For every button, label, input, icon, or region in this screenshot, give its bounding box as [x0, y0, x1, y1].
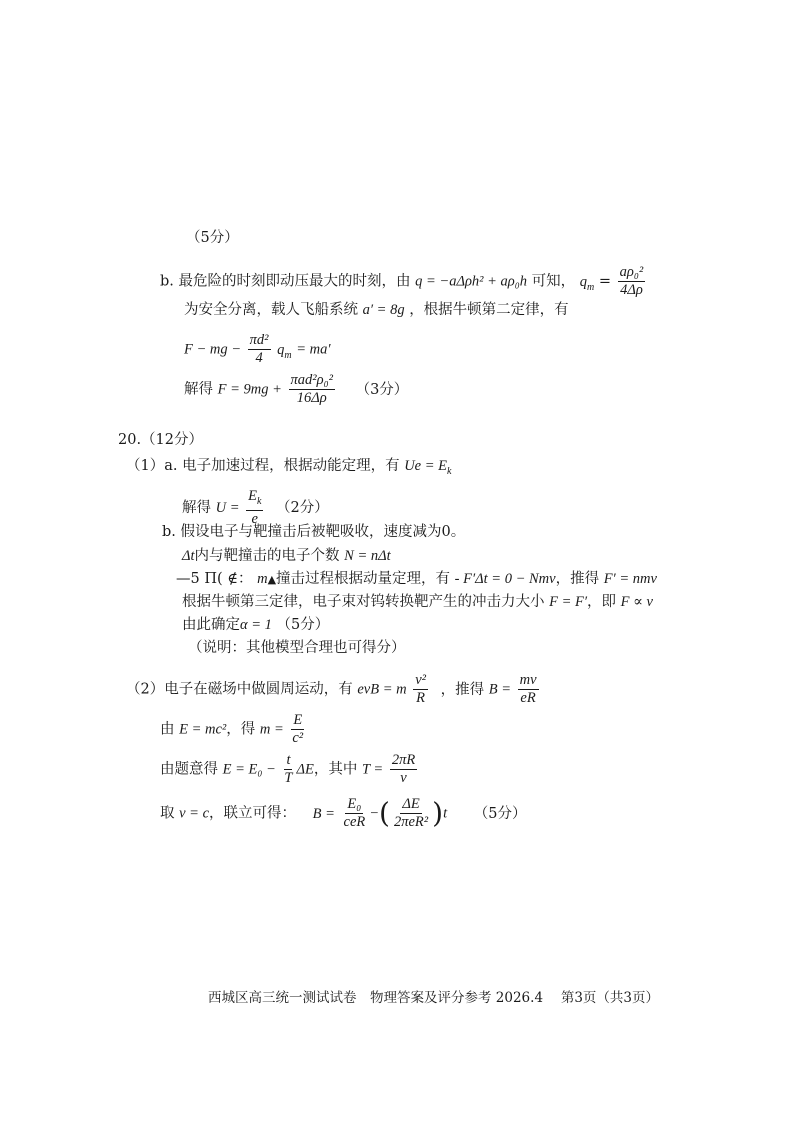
score-line-top — [186, 228, 239, 248]
equation-force: F′ = nmv — [603, 571, 657, 587]
left-paren: ( — [379, 796, 390, 830]
part-20-1b-line1 — [162, 522, 465, 542]
qm-fraction — [618, 264, 646, 299]
body-text: ，根据牛顿第二定律，有 — [409, 302, 569, 318]
score-text: （5分） — [473, 805, 527, 822]
part-19b-line3 — [184, 332, 331, 367]
circular-fraction: $\frac{\text{v²}}{R}$ — [415, 672, 426, 706]
part-19b-line1 — [160, 264, 647, 299]
qm-symbol: $q_m$ — [579, 273, 595, 293]
body-text: 可知， — [531, 273, 576, 290]
solution-label: 解得 — [184, 381, 213, 398]
body-text: 电子加速过程，根据动能定理，有 — [182, 458, 400, 474]
right-paren: ) — [432, 796, 444, 830]
solution-lhs: F = 9mg + — [217, 381, 282, 398]
part-20-1b-line2: Δt内与靶撞击的电子个数 N = nΔt — [182, 548, 391, 564]
b-fraction: $\frac{mv}{eR}$ — [519, 672, 537, 706]
score-text: （3分） — [355, 381, 409, 398]
question-20-title: 20.（12分） — [118, 432, 204, 448]
part-20-1b-line4: 根据牛顿第三定律，电子束对钨转换靶产生的冲击力大小 F = F′，即 F ∝ v — [182, 594, 653, 610]
mass-fraction: $\frac{E}{\text{c²}}$ — [292, 712, 304, 746]
part-20-2-line2: 由 E = mc²，得 m = $\frac{E}{\text{c²}}$ — [160, 712, 304, 746]
part-20-2-line4: 取 v = c，联立可得： B = $\frac{\text{E₀}}{\text{ceR}}$ −( $\frac{\Delta E}{\text{2πeR²}}$ )t （5分） — [160, 796, 527, 830]
part-label: （1）a. — [126, 458, 178, 474]
part-20-1b-line3: —5 Π( ∉： m▲撞击过程根据动量定理，有 - F′Δt = 0 − Nmv，推得 F′ = nmv — [176, 571, 657, 587]
equation-q: q = −aΔρh² + aρ₀h — [415, 273, 528, 290]
qm-numerator: aρ₀² — [619, 264, 644, 280]
newton-fraction: $\frac{\text{πd²}}{4}$ — [249, 332, 269, 366]
part-20-1b-line5: 由此确定α = 1 （5分） — [182, 617, 330, 633]
equation-energy: $Ue = E_k$ — [404, 458, 452, 477]
part-label: （2） — [126, 681, 165, 698]
part-label: b. — [160, 273, 174, 290]
solution-fraction: $\frac{E_k}{e}$ — [248, 488, 262, 527]
part-20-1a — [126, 456, 451, 482]
final-fraction-1: $\frac{\text{E₀}}{\text{ceR}}$ — [343, 796, 366, 830]
newton-rhs2: = ma′ — [296, 341, 331, 358]
score-text: （5分） — [186, 230, 239, 246]
part-20-2-line3: 由题意得 E = E₀ − $\frac{t}{T}$ ΔE，其中 T = $\frac{2\pi R}{v}$ — [160, 752, 416, 786]
part-label: b. — [162, 524, 176, 540]
score-text: （2分） — [276, 499, 329, 516]
solution-fraction: $\frac{\text{πad²ρ₀²}}{16\Delta\rho}$ — [290, 372, 333, 406]
page-footer: 西城区高三统一测试试卷 物理答案及评分参考 2026.4 第3页（共3页） — [208, 990, 659, 1006]
newton-lhs: F − mg − — [184, 341, 242, 358]
body-text: 假设电子与靶撞击后被靶吸收，速度减为0。 — [180, 524, 466, 540]
garbled-text: —5 Π( ∉： — [176, 571, 253, 587]
part-20-2-line1: （2）电子在磁场中做圆周运动，有 evB = m $\frac{\text{v²}}{R}$ ，推得 B = $\frac{mv}{eR}$ — [126, 672, 537, 706]
body-text: 最危险的时刻即动压最大的时刻，由 — [178, 273, 411, 290]
part-19b-line4 — [184, 372, 408, 407]
qm-denominator: 4Δρ — [620, 282, 643, 298]
time-fraction: $\frac{t}{T}$ — [284, 752, 293, 786]
final-fraction-2: $\frac{\Delta E}{\text{2πeR²}}$ — [393, 796, 429, 830]
score-text: （5分） — [276, 617, 330, 633]
equation-momentum: - F′Δt = 0 − Nmv — [454, 571, 556, 587]
body-text: 为安全分离，载人飞船系统 — [184, 302, 358, 318]
arrow-glyph-icon: ▲ — [267, 573, 277, 586]
part-19b-line2 — [184, 300, 569, 320]
period-fraction: $\frac{2\pi R}{v}$ — [391, 752, 416, 786]
solution-lhs: U = — [215, 499, 240, 516]
qm-equals: = — [598, 273, 612, 290]
newton-rhs: $q_m$ — [277, 341, 292, 361]
part-20-1b-note: （说明：其他模型合理也可得分） — [188, 640, 406, 656]
solution-label: 解得 — [182, 499, 211, 516]
equation-n: N = nΔt — [344, 548, 391, 564]
equation-acc: a′ = 8g — [362, 302, 405, 318]
